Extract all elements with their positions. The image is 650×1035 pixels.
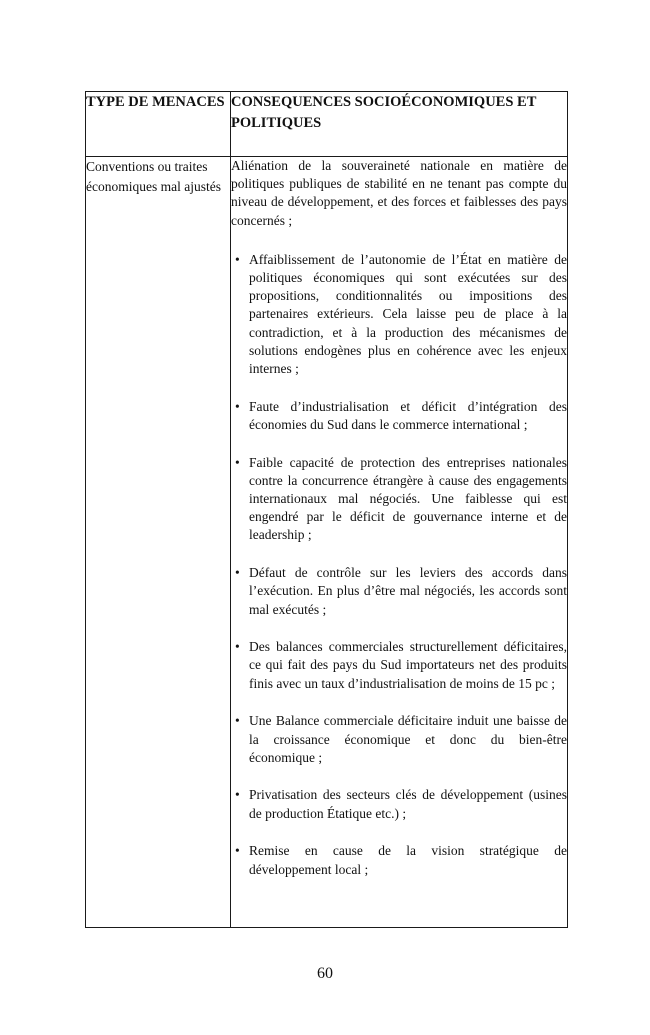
list-item: [231, 842, 567, 878]
list-item: [231, 638, 567, 693]
list-item-text: Faible capacité de protection des entreprises nationales contre la concurrence étrangère à cause des engagements internationaux mal négociés. Une faiblesse qui est engendré par le déficit de gouvernance interne et de leadership ;: [249, 454, 567, 543]
bullet-icon: •: [235, 713, 240, 729]
list-item-text: Faute d’industrialisation et déficit d’intégration des économies du Sud dans le commerce international ;: [249, 398, 567, 432]
threat-type-cell: Conventions ou traites économiques mal ajustés: [86, 157, 231, 928]
list-item: [231, 712, 567, 767]
list-item: [231, 251, 567, 378]
list-item-text: Défaut de contrôle sur les leviers des accords dans l’exécution. En plus d’être mal négociés, les accords sont mal exécutés ;: [249, 565, 567, 617]
table-header-row: [86, 92, 568, 157]
consequences-cell: [231, 157, 568, 928]
bullet-icon: •: [235, 565, 240, 581]
list-item: [231, 564, 567, 619]
threats-table: [85, 91, 568, 928]
list-item-text: Remise en cause de la vision stratégique de développement local ;: [249, 843, 567, 877]
bullet-icon: •: [235, 639, 240, 655]
list-item: [231, 786, 567, 822]
list-item: [231, 454, 567, 545]
consequence-intro: Aliénation de la souveraineté nationale en matière de politiques publiques de stabilité en ne tenant pas compte du niveau de développement, et des forces et faiblesses des pays concernés ;: [231, 158, 567, 228]
list-item-text: Une Balance commerciale déficitaire induit une baisse de la croissance économique et donc du bien-être économique ;: [249, 713, 567, 765]
table-row: [86, 157, 568, 928]
header-threat-type: TYPE DE MENACES: [86, 92, 231, 157]
list-item-text: Privatisation des secteurs clés de développement (usines de production Étatique etc.) ;: [249, 787, 567, 821]
list-item-text: Affaiblissement de l’autonomie de l’État en matière de politiques économiques qui sont exécutées sur des propositions, conditionnalités ou impositions des partenaires extérieurs. Cela laisse peu de place à la contradiction, et à la production des mécanismes de solutions endogènes plus en cohérence avec les enjeux internes ;: [249, 251, 567, 377]
bullet-icon: •: [235, 251, 240, 267]
page-number: 60: [317, 965, 333, 982]
bullet-icon: •: [235, 398, 240, 414]
bullet-icon: •: [235, 787, 240, 803]
list-item-text: Des balances commerciales structurellement déficitaires, ce qui fait des pays du Sud importateurs net des produits finis avec un taux d’industrialisation de moins de 15 pc ;: [249, 639, 567, 691]
bullet-icon: •: [235, 843, 240, 859]
header-consequences: CONSEQUENCES SOCIOÉCONOMIQUES ET POLITIQUES: [231, 92, 568, 157]
list-item: [231, 398, 567, 434]
bullet-icon: •: [235, 454, 240, 470]
consequence-list: [231, 251, 567, 879]
